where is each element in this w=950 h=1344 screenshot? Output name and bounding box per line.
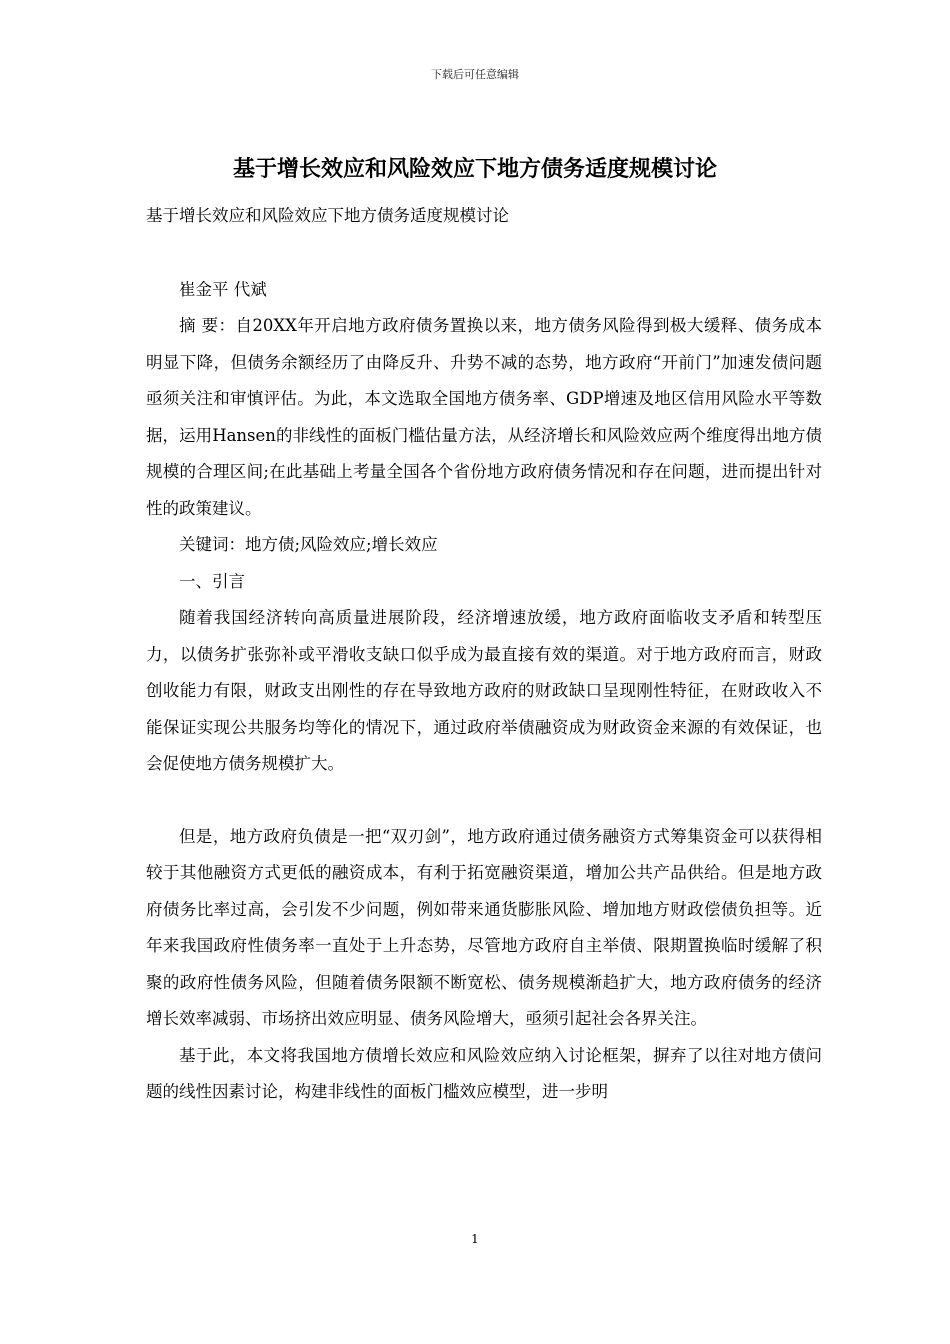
paragraph-1: 随着我国经济转向高质量进展阶段，经济增速放缓，地方政府面临收支矛盾和转型压力，以债务扩张弥补或平滑收支缺口似乎成为最直接有效的渠道。对于地方政府而言，财政创收能力有限，财政支出刚性的存在导致地方政府的财政缺口呈现刚性特征，在财政收入不能保证实现公共服务均等化的情况下，通过政府举债融资成为财政资金来源的有效保证，也会促使地方债务规模扩大。 <box>146 608 822 773</box>
abstract: 摘 要：自20XX年开启地方政府债务置换以来，地方债务风险得到极大缓释、债务成本明显下降，但债务余额经历了由降反升、升势不减的态势，地方政府“开前门”加速发债问题亟须关注和审慎评估。为此，本文选取全国地方债务率、GDP增速及地区信用风险水平等数据，运用Hansen的非线性的面板门槛估量方法，从经济增长和风险效应两个维度得出地方债规模的合理区间;在此基础上考量全国各个省份地方政府债务情况和存在问题，进而提出针对性的政策建议。 <box>146 316 822 518</box>
paragraph-3: 基于此，本文将我国地方债增长效应和风险效应纳入讨论框架，摒弃了以往对地方债问题的线性因素讨论，构建非线性的面板门槛效应模型，进一步明 <box>146 1045 822 1101</box>
header-note: 下载后可任意编辑 <box>431 68 519 81</box>
keywords: 关键词：地方债;风险效应;增长效应 <box>179 535 438 554</box>
page-number: 1 <box>471 1232 479 1246</box>
document-title: 基于增长效应和风险效应下地方债务适度规模讨论 <box>232 156 717 182</box>
authors: 崔金平 代斌 <box>179 279 267 299</box>
document-subtitle: 基于增长效应和风险效应下地方债务适度规模讨论 <box>146 206 509 225</box>
document-body <box>146 198 822 1111</box>
paragraph-2: 但是，地方政府负债是一把“双刃剑”，地方政府通过债务融资方式筹集资金可以获得相较于其他融资方式更低的融资成本，有利于拓宽融资渠道，增加公共产品供给。但是地方政府债务比率过高，会引发不少问题，例如带来通货膨胀风险、增加地方财政偿债负担等。近年来我国政府性债务率一直处于上升态势，尽管地方政府自主举债、限期置换临时缓解了积聚的政府性债务风险，但随着债务限额不断宽松、债务规模渐趋扩大，地方政府债务的经济增长效率减弱、市场挤出效应明显、债务风险增大，亟须引起社会各界关注。 <box>146 826 822 1028</box>
section-heading-introduction: 一、引言 <box>179 571 245 591</box>
